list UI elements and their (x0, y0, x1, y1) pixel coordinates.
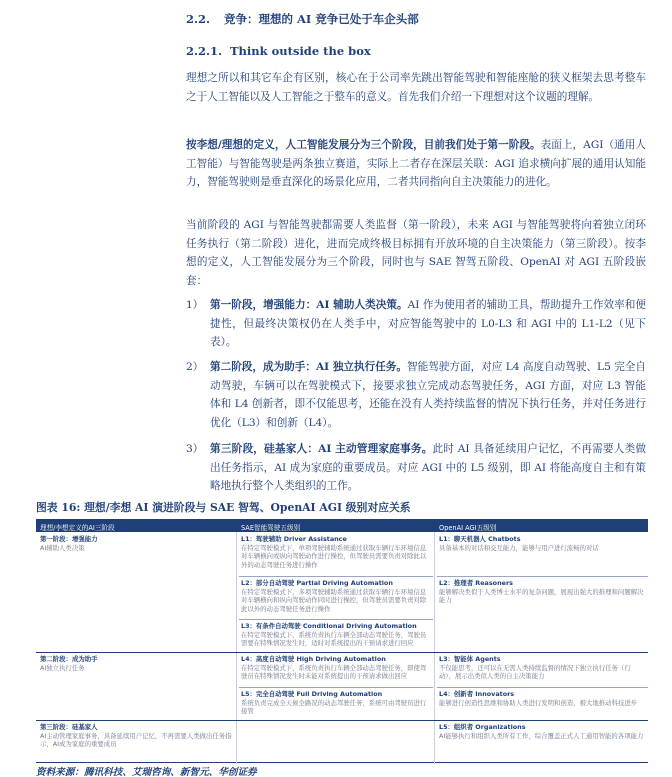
stage-cell (40, 723, 232, 749)
table-row-divider (239, 687, 433, 688)
list-item-bold: 第二阶段，成为助手：AI 独立执行任务。 (210, 361, 407, 373)
list-item (186, 440, 646, 496)
agi-level-title: L3：智能体 Agents (439, 655, 501, 663)
agi-level-desc: 不仅能思考，还可以在无需人类持续监督的情况下独立执行任务（行动），展示出类似人类的自主决策能力 (439, 663, 631, 681)
sae-level-cell (241, 690, 431, 716)
sae-level-desc: 在特定驾驶模式下，系统负责执行车辆全部动态驾驶任务，即使驾驶员在特殊情况发生时未能对系统提出的干预请求做出回应 (241, 663, 427, 681)
paragraph-three-stages-text: 表面上，AGI（通用人工智能）与智能驾驶是两条独立赛道，实际上二者存在深层关联：AGI 追求横向扩展的通用认知能力，智能驾驶则是垂直深化的场景化应用，二者共同指向自主决策能力的进化。 (186, 139, 646, 188)
table-header-cell: SAE智能驾驶五级别 (241, 524, 301, 532)
mapping-table (36, 519, 648, 763)
agi-level-title: L2：推理者 Reasoners (439, 579, 513, 587)
stage-divider (36, 720, 648, 721)
paragraph-three-stages (186, 136, 646, 192)
table-header-cell: OpenAI AGI五级别 (439, 524, 497, 532)
section-title: 竞争：理想的 AI 竞争已处于车企头部 (224, 12, 419, 26)
stage-desc: AI主动管理家庭事务，具备延续用户记忆，不再需要人类做出任务指示，AI成为家庭的重要成员 (40, 731, 232, 749)
sae-level-cell (241, 535, 431, 569)
list-item-text: 智能驾驶方面，对应 L4 高度自动驾驶、L5 完全自动驾驶，车辆可以在驾驶模式下，接要求独立完成动态驾驶任务，AGI 方面，对应 L3 智能体和 L4 创新者，即不仅能思考，还能在没有人类持续监督的情况下执行任务，并对任务进行优化（L3）和创新（L4）。 (210, 361, 646, 429)
table-divider (434, 532, 435, 764)
table-row-divider (239, 576, 433, 577)
sae-level-cell (241, 579, 431, 613)
list-index: 3） (186, 443, 204, 455)
agi-level-title: L1：聊天机器人 Chatbots (439, 535, 521, 543)
stage-cell (40, 655, 232, 672)
agi-level-cell (439, 655, 644, 681)
list-index: 1） (186, 299, 204, 311)
agi-level-desc: 具备基本的对话和交互能力，能够与用户进行流畅的对话 (439, 543, 599, 552)
agi-level-cell (439, 690, 644, 707)
table-divider (236, 532, 237, 764)
section-number: 2.2. (186, 12, 211, 26)
sae-level-desc: 系统负责完成全天候全路况的动态驾驶任务，系统可由驾驶员进行接管 (241, 698, 427, 716)
agi-level-cell (439, 579, 644, 605)
table-row-divider (239, 619, 433, 620)
sae-level-desc: 在特定驾驶模式下，系统负责执行车辆全部动态驾驶任务，驾驶员需要在特殊情况发生时，适时对系统提出的干预请求进行回应 (241, 630, 427, 648)
stage-title: 第三阶段：硅基家人 (40, 723, 98, 731)
sae-level-cell (241, 622, 431, 648)
sae-level-title: L5：完全自动驾驶 Full Driving Automation (241, 690, 383, 698)
agi-level-cell (439, 723, 644, 740)
agi-level-desc: 能够解决类似于人类博士水平的复杂问题，展现出强大的推理和问题解决能力 (439, 587, 644, 605)
list-index: 2） (186, 361, 204, 373)
agi-level-desc: AI能够执行和组织人类所有工作，综合覆盖正式人工通用智能的各项能力 (439, 731, 644, 740)
agi-level-desc: 能够进行创造性思维和协助人类进行发明和创造，极大地推动科技进步 (439, 698, 638, 707)
subsection-title: Think outside the box (230, 44, 371, 58)
figure-title: 图表 16: 理想/李想 AI 演进阶段与 SAE 智驾、OpenAI AGI 级别对应关系 (36, 501, 411, 514)
table-row-divider (437, 576, 648, 577)
sae-level-desc: 在特定驾驶模式下，单项驾驶辅助系统通过获取车辆行车环境信息对车辆横向或纵向驾驶动作进行操控，但驾驶员需要负责对除此以外的动态驾驶任务进行操作 (241, 543, 427, 569)
stage-desc: AI独立执行任务 (40, 663, 85, 672)
sae-level-title: L4：高度自动驾驶 High Driving Automation (241, 655, 386, 663)
list-item-bold: 第一阶段，增强能力：AI 辅助人类决策。 (210, 299, 408, 311)
agi-level-cell (439, 535, 644, 552)
list-item-text: AI 作为使用者的辅助工具，帮助提升工作效率和便捷性，但最终决策权仍在人类手中，对应智能驾驶中的 L0-L3 和 AGI 中的 L1-L2（见下表）。 (210, 299, 646, 348)
list-item-text: 此时 AI 具备延续用户记忆，不再需要人类做出任务指示，AI 成为家庭的重要成员。对应 AGI 中的 L5 级别，即 AI 将能高度自主和有策略地执行整个人类组织的工作。 (210, 443, 646, 492)
section-heading (186, 11, 419, 27)
table-header (36, 520, 648, 532)
list-item (186, 358, 646, 432)
stage-title: 第一阶段：增强能力 (40, 535, 98, 543)
stage-divider (36, 652, 648, 653)
table-header-cell: 理想/李想定义的AI三阶段 (40, 524, 115, 532)
sae-level-title: L1：驾驶辅助 Driver Assistance (241, 535, 347, 543)
agi-level-title: L5：组织者 Organizations (439, 723, 526, 731)
sae-level-title: L3：有条件自动驾驶 Conditional Driving Automation (241, 622, 417, 630)
paragraph-three-stages-bold: 按李想/理想的定义，人工智能发展分为三个阶段，目前我们处于第一阶段。 (186, 139, 541, 151)
subsection-number: 2.2.1. (186, 44, 223, 58)
stage-title: 第二阶段：成为助手 (40, 655, 98, 663)
list-item-bold: 第三阶段，硅基家人：AI 主动管理家庭事务。 (210, 443, 433, 455)
agi-level-title: L4：创新者 Innovators (439, 690, 515, 698)
paragraph-intro: 理想之所以和其它车企有区别，核心在于公司率先跳出智能驾驶和智能座舱的狭义框架去思考整车之于人工智能以及人工智能之于整车的意义。首先我们介绍一下理想对这个议题的理解。 (186, 72, 646, 103)
paragraph-nesting: 当前阶段的 AGI 与智能驾驶都需要人类监督（第一阶段），未来 AGI 与智能驾驶将向着独立闭环任务执行（第二阶段）进化，进而完成终极目标拥有开放环境的自主决策能力（第三阶段）。按李想的定义，人工智能发展分为三个阶段，同时也与 SAE 智驾五阶段、OpenAI 对 AGI 五阶段嵌套： (186, 219, 646, 287)
table-row-divider (437, 687, 648, 688)
sae-level-desc: 在特定驾驶模式下，多项驾驶辅助系统通过获取车辆行车环境信息对车辆横向和纵向驾驶动作同时进行操控，但驾驶员需要负责对除此以外的动态驾驶任务进行操作 (241, 587, 427, 613)
list-item (186, 296, 646, 352)
subsection-heading (186, 44, 371, 58)
stage-cell (40, 535, 232, 552)
sae-level-title: L2：部分自动驾驶 Partial Driving Automation (241, 579, 393, 587)
figure-source: 资料来源：腾讯科技、艾瑞咨询、新智元、华创证券 (36, 767, 257, 777)
stage-desc: AI辅助人类决策 (40, 543, 85, 552)
sae-level-cell (241, 655, 431, 681)
